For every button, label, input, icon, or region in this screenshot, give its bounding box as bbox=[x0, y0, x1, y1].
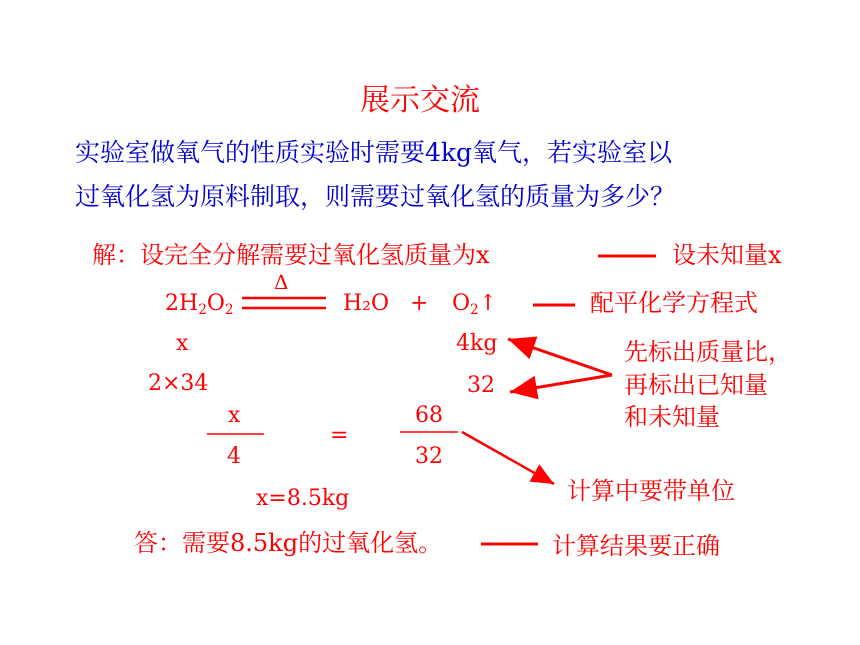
note-units: 计算中要带单位 bbox=[567, 477, 735, 505]
proportion-right-numerator: 68 bbox=[415, 403, 443, 428]
page-title: 展示交流 bbox=[360, 83, 480, 118]
result-value: x=8.5kg bbox=[256, 486, 350, 511]
note-balance: 配平化学方程式 bbox=[590, 289, 758, 317]
proportion-left-denominator: 4 bbox=[227, 444, 241, 469]
reactant-molar-mass: 2×34 bbox=[148, 371, 209, 396]
proportion-equals: = bbox=[330, 423, 349, 448]
note-mark-ratio-2: 再标出已知量 bbox=[624, 371, 768, 399]
problem-line-1: 实验室做氧气的性质实验时需要4kg氧气，若实验室以 bbox=[75, 138, 673, 167]
proportion-left-numerator: x bbox=[228, 403, 241, 428]
product-molar-mass: 32 bbox=[467, 373, 495, 398]
heat-symbol: Δ bbox=[274, 270, 289, 294]
solution-set-line: 解：设完全分解需要过氧化氢质量为x bbox=[92, 241, 490, 269]
gas-up-arrow-icon: ↑ bbox=[478, 291, 498, 316]
problem-line-2: 过氧化氢为原料制取，则需要过氧化氢的质量为多少？ bbox=[75, 182, 676, 211]
reactant-formula: $2H_2O_2$ bbox=[165, 291, 234, 319]
note-mark-ratio-1: 先标出质量比， bbox=[624, 338, 792, 366]
arrow-to-known-mass bbox=[508, 339, 612, 375]
proportion-right-denominator: 32 bbox=[415, 444, 443, 469]
plus-sign: + bbox=[410, 291, 429, 316]
unknown-x: x bbox=[176, 331, 189, 356]
note-mark-ratio-3: 和未知量 bbox=[624, 403, 720, 431]
note-correct: 计算结果要正确 bbox=[552, 532, 720, 560]
answer-line: 答：需要8.5kg的过氧化氢。 bbox=[134, 529, 443, 557]
known-mass: 4kg bbox=[456, 331, 498, 356]
product-water: H₂O bbox=[343, 291, 390, 316]
note-set-unknown: 设未知量x bbox=[672, 241, 782, 269]
arrow-to-units-note bbox=[462, 432, 554, 484]
arrow-to-molar-mass bbox=[510, 375, 612, 392]
product-oxygen: $O_2↑$ bbox=[452, 291, 498, 319]
